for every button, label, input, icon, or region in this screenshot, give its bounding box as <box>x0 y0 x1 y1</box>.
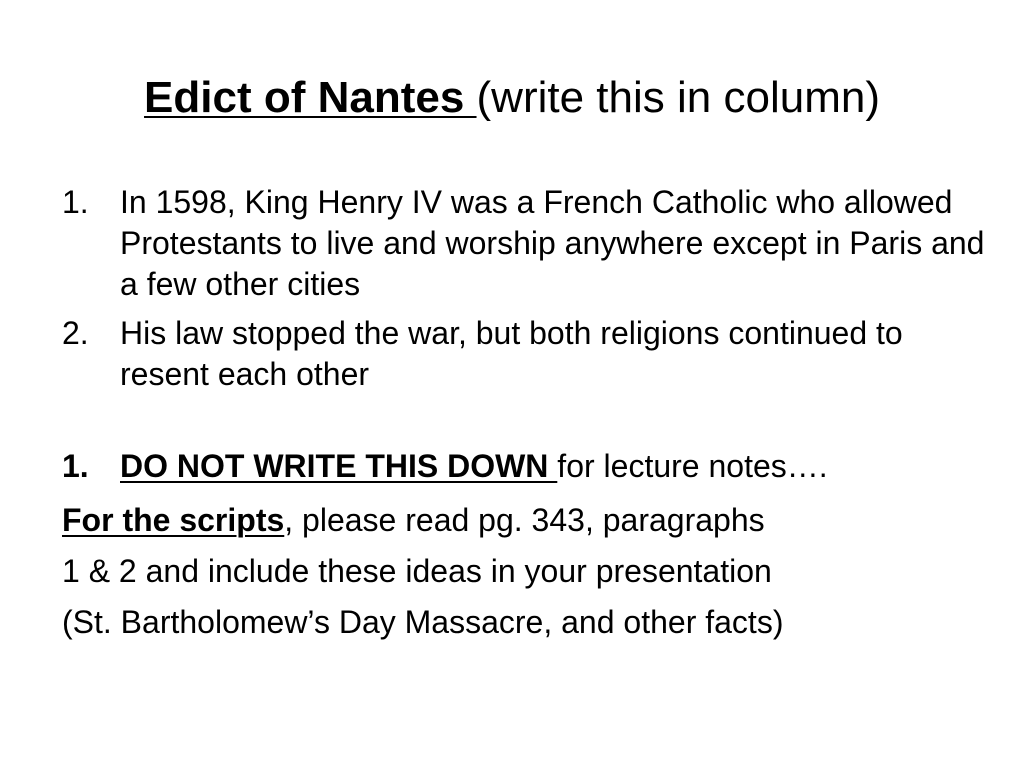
scripts-line-3: (St. Bartholomew’s Day Massacre, and other facts) <box>62 604 784 640</box>
scripts-paragraph <box>62 495 992 648</box>
scripts-line-1 <box>62 495 992 546</box>
slide-title <box>0 68 1024 128</box>
notice-number: 1. <box>62 448 89 484</box>
list-item-number: 1. <box>62 184 89 220</box>
list-item-text: In 1598, King Henry IV was a French Catholic who allowed Protestants to live and worship anywhere except in Paris and a few other cities <box>120 184 985 302</box>
notice-emphasis: DO NOT WRITE THIS DOWN <box>120 448 558 484</box>
scripts-line-2: 1 & 2 and include these ideas in your presentation <box>62 553 772 589</box>
list-item-number: 2. <box>62 315 89 351</box>
list-item <box>62 182 992 305</box>
slide-body <box>62 182 992 648</box>
list-item-text: His law stopped the war, but both religions continued to resent each other <box>120 315 903 392</box>
title-note: (write this in column) <box>476 73 880 122</box>
scripts-lead: For the scripts <box>62 502 285 538</box>
title-main: Edict of Nantes <box>144 73 477 122</box>
notice-rest: for lecture notes…. <box>557 448 828 484</box>
scripts-line-1-rest: , please read pg. 343, paragraphs <box>284 502 765 538</box>
notice-item <box>62 446 992 487</box>
list-item <box>62 313 992 395</box>
